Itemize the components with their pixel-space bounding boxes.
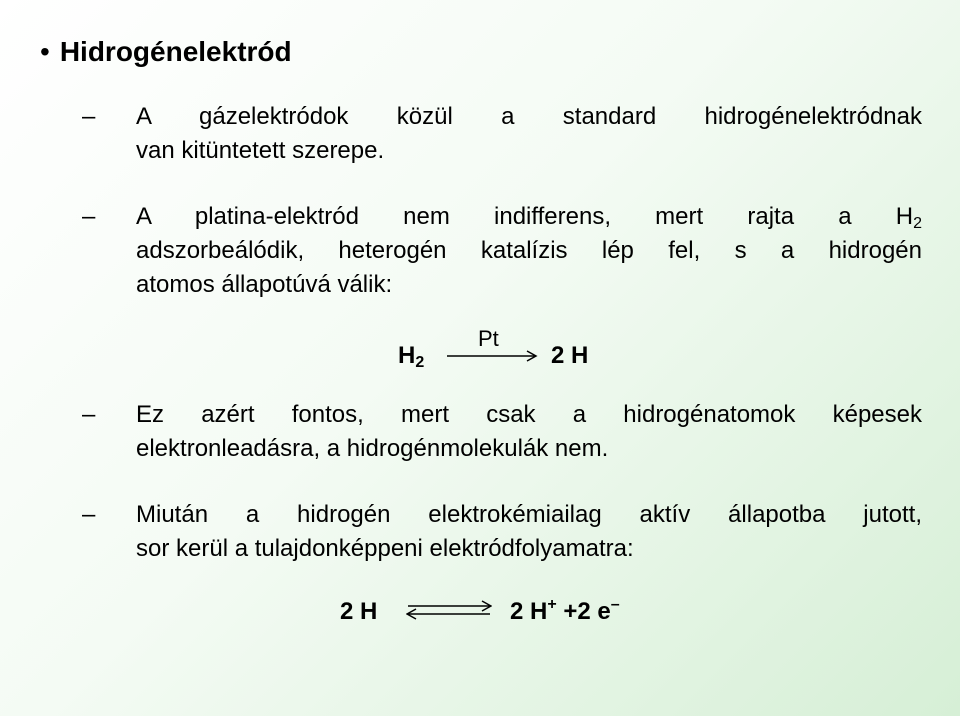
dash-marker: – [82, 103, 96, 130]
item2-line3: atomos állapotúvá válik: [136, 271, 393, 298]
item2-line2: adszorbeálódik, heterogén katalízis lép fel, s a hidrogén [136, 237, 922, 264]
eq2-right-sup: + [547, 596, 557, 613]
item3-line2: elektronleadásra, a hidrogénmolekulák nem. [136, 435, 609, 462]
item4-line2: sor kerül a tulajdonképpeni elektródfolyamatra: [136, 535, 634, 562]
item4-line1: Miután a hidrogén elektrokémiailag aktív állapotba jutott, [136, 501, 922, 528]
eq1-catalyst: Pt [478, 326, 499, 351]
equilibrium-arrow-icon [406, 598, 492, 622]
eq2-right-charge: – [610, 596, 620, 613]
list-item-2 [82, 200, 922, 302]
dash-marker: – [82, 401, 96, 428]
title-row [40, 36, 292, 68]
eq1-left-text: H [398, 342, 416, 369]
list-item-3 [82, 398, 922, 466]
item1-line2: van kitüntetett szerepe. [136, 137, 385, 164]
item1-line1: A gázelektródok közül a standard hidrogénelektródnak [136, 103, 922, 130]
eq1-left-sub: 2 [415, 354, 425, 371]
list-item-4 [82, 498, 922, 566]
eq2-left: 2 H [340, 598, 378, 625]
item2-line1-text: A platina-elektród nem indifferens, mert rajta a H [136, 203, 914, 230]
title-bullet: • [40, 36, 50, 67]
eq1-right: 2 H [551, 342, 589, 369]
reaction-arrow-icon [447, 350, 539, 362]
eq2-right [510, 598, 620, 626]
slide-title: Hidrogénelektród [59, 36, 292, 67]
eq2-right-electrons: +2 e [556, 598, 611, 625]
eq1-left [398, 342, 424, 370]
eq2-right-text: 2 H [510, 598, 548, 625]
list-item-1 [82, 100, 922, 168]
dash-marker: – [82, 501, 96, 528]
item3-line1: Ez azért fontos, mert csak a hidrogénatomok képesek [136, 401, 922, 428]
item2-line1 [136, 200, 922, 234]
dash-marker: – [82, 203, 96, 230]
item2-line1-sub: 2 [913, 215, 922, 232]
